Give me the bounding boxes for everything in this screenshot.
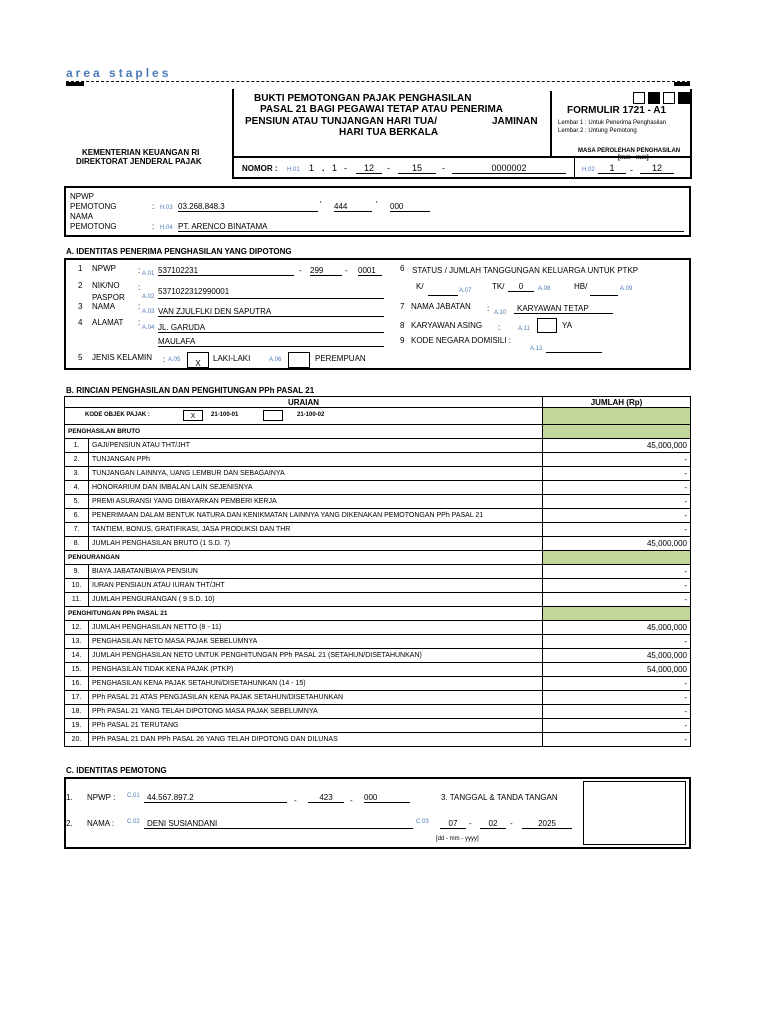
npwp-pemotong-label1: NPWP xyxy=(70,192,94,201)
section-c-title: C. IDENTITAS PEMOTONG xyxy=(66,766,167,775)
kode-objek-1: 21-100-01 xyxy=(211,412,239,418)
row-amount[interactable]: - xyxy=(543,733,691,747)
a-jk-label: JENIS KELAMIN xyxy=(92,353,153,362)
c-nama-label: NAMA : xyxy=(87,819,115,828)
form-code: FORMULIR 1721 - A1 xyxy=(567,105,667,116)
row-amount[interactable]: - xyxy=(543,593,691,607)
a-jk-male-label: LAKI-LAKI xyxy=(213,354,251,363)
c-date-dd[interactable]: 07 xyxy=(440,819,466,829)
a-k-value[interactable] xyxy=(428,282,458,296)
a-nik-no: 2 xyxy=(78,281,83,290)
row-number: 11. xyxy=(65,593,89,607)
table-row xyxy=(65,621,691,635)
a-alamat-line1[interactable]: JL. GARUDA xyxy=(158,323,384,333)
nomor-divider xyxy=(574,158,575,178)
ministry-name: KEMENTERIAN KEUANGAN RI xyxy=(82,148,200,157)
table-row xyxy=(65,523,691,537)
a-negara-no: 9 xyxy=(400,336,405,345)
section-pph-label: PENGHITUNGAN PPh PASAL 21 xyxy=(65,607,543,621)
c-npwp-part3[interactable]: 000 xyxy=(364,793,410,803)
corner-mark-right xyxy=(674,82,690,86)
row-amount[interactable]: 54,000,000 xyxy=(543,663,691,677)
a-jabatan-value[interactable]: KARYAWAN TETAP xyxy=(514,304,613,314)
a-alamat-code: A.04 xyxy=(142,325,155,331)
a-alamat-colon: : xyxy=(138,318,141,327)
a-tk-label: TK/ xyxy=(492,282,505,291)
col-uraian-header: URAIAN xyxy=(65,397,543,408)
a-jk-code-female: A.06 xyxy=(269,357,282,363)
col-jumlah-header: JUMLAH (Rp) xyxy=(543,397,691,408)
a-jk-male-checkbox[interactable]: X xyxy=(187,352,209,368)
row-amount[interactable]: - xyxy=(543,509,691,523)
row-amount[interactable]: 45,000,000 xyxy=(543,537,691,551)
sheet-1-note: Lembar 1 : Untuk Penerima Penghasilan xyxy=(558,120,667,126)
npwp-pemotong-label2: PEMOTONG xyxy=(70,202,117,211)
c-npwp-dash1: - xyxy=(294,796,297,805)
table-row xyxy=(65,593,691,607)
a-nik-value[interactable]: 5371022312990001 xyxy=(158,287,384,299)
table-row xyxy=(65,635,691,649)
a-asing-colon: : xyxy=(498,323,501,332)
row-description: PREMI ASURANSI YANG DIBAYARKAN PEMBERI KERJA xyxy=(89,495,543,509)
row-number: 19. xyxy=(65,719,89,733)
row-description: BIAYA JABATAN/BIAYA PENSIUN xyxy=(89,565,543,579)
a-npwp-part2[interactable]: 299 xyxy=(310,266,342,276)
row-description: HONORARIUM DAN IMBALAN LAIN SEJENISNYA xyxy=(89,481,543,495)
row-description: PPh PASAL 21 DAN PPh PASAL 26 YANG TELAH DIPOTONG DAN DILUNAS xyxy=(89,733,543,747)
table-row xyxy=(65,579,691,593)
row-description: PENGHASILAN KENA PAJAK SETAHUN/DISETAHUNKAN (14 - 15) xyxy=(89,677,543,691)
c-npwp-part1[interactable]: 44.567.897.2 xyxy=(144,793,287,803)
table-row xyxy=(65,663,691,677)
table-row xyxy=(65,691,691,705)
row-amount[interactable]: - xyxy=(543,481,691,495)
form-title-line4: HARI TUA BERKALA xyxy=(339,127,439,138)
a-npwp-code: A.01 xyxy=(142,271,155,277)
npwp-pemotong-code: H.03 xyxy=(160,205,173,211)
a-asing-label: KARYAWAN ASING xyxy=(411,321,483,330)
row-number: 18. xyxy=(65,705,89,719)
npwp-pemotong-sep2: ' xyxy=(376,200,378,209)
row-number: 10. xyxy=(65,579,89,593)
row-number: 12. xyxy=(65,621,89,635)
row-amount[interactable]: - xyxy=(543,495,691,509)
row-number: 20. xyxy=(65,733,89,747)
npwp-pemotong-part3[interactable]: 000 xyxy=(390,202,430,212)
a-k-code: A.07 xyxy=(459,288,472,294)
row-amount[interactable]: - xyxy=(543,705,691,719)
row-description: PENERIMAAN DALAM BENTUK NATURA DAN KENIKMATAN LAINNYA YANG DIKENAKAN PEMOTONGAN PPh PASAL 21 xyxy=(89,509,543,523)
nama-pemotong-value[interactable]: PT. ARENCO BINATAMA xyxy=(178,222,684,232)
row-number: 5. xyxy=(65,495,89,509)
nomor-label: NOMOR : xyxy=(242,164,278,173)
row-description: PENGHASILAN TIDAK KENA PAJAK (PTKP) xyxy=(89,663,543,677)
row-description: PENGHASILAN NETO MASA PAJAK SEBELUMNYA xyxy=(89,635,543,649)
table-row xyxy=(65,453,691,467)
table-row xyxy=(65,537,691,551)
c-ttd-label: 3. TANGGAL & TANDA TANGAN xyxy=(441,793,558,802)
a-jk-code-male: A.05 xyxy=(168,357,181,363)
c-date-mm[interactable]: 02 xyxy=(480,819,506,829)
c-nama-no: 2. xyxy=(66,819,73,828)
a-npwp-part3[interactable]: 0001 xyxy=(358,266,382,276)
period-from[interactable]: 1 xyxy=(598,163,626,174)
a-nama-label: NAMA xyxy=(92,302,116,311)
c-date-code: C.03 xyxy=(416,819,429,825)
table-row xyxy=(65,495,691,509)
a-jabatan-no: 7 xyxy=(400,302,405,311)
corner-mark-left xyxy=(66,82,84,86)
c-signature-box[interactable] xyxy=(583,781,686,845)
row-number: 15. xyxy=(65,663,89,677)
row-description: JUMLAH PENGURANGAN ( 9 S.D. 10) xyxy=(89,593,543,607)
row-number: 4. xyxy=(65,481,89,495)
row-number: 6. xyxy=(65,509,89,523)
a-nik-label2: PASPOR xyxy=(92,293,125,302)
c-date-format: [dd - mm - yyyy] xyxy=(436,836,479,842)
period-label: MASA PEROLEHAN PENGHASILAN xyxy=(578,148,681,154)
row-number: 7. xyxy=(65,523,89,537)
table-row xyxy=(65,467,691,481)
nama-pemotong-label2: PEMOTONG xyxy=(70,222,117,231)
a-status-no: 6 xyxy=(400,264,405,273)
c-date-dash1: - xyxy=(469,819,472,828)
row-amount[interactable]: - xyxy=(543,453,691,467)
kode-objek-checkbox-1[interactable]: X xyxy=(183,410,203,421)
nomor-part-3[interactable]: 12 xyxy=(356,163,382,174)
nomor-part-2: 1 xyxy=(332,163,338,173)
rows-pengurangan xyxy=(65,565,691,607)
row-amount[interactable]: - xyxy=(543,579,691,593)
nama-pemotong-code: H.04 xyxy=(160,225,173,231)
a-nik-colon: : xyxy=(138,283,141,292)
row-amount[interactable]: - xyxy=(543,691,691,705)
a-npwp-dash2: - xyxy=(345,266,348,275)
a-npwp-no: 1 xyxy=(78,264,83,273)
a-jabatan-colon: : xyxy=(487,304,490,313)
row-number: 1. xyxy=(65,439,89,453)
rows-pph xyxy=(65,621,691,747)
row-amount[interactable]: - xyxy=(543,719,691,733)
nomor-part-5[interactable]: 0000002 xyxy=(452,163,566,174)
section-b-title: B. RINCIAN PENGHASILAN DAN PENGHITUNGAN PPh PASAL 21 xyxy=(66,386,315,395)
form-title-line3: PENSIUN ATAU TUNJANGAN HARI TUA/ xyxy=(245,116,438,127)
nomor-part-4[interactable]: 15 xyxy=(398,163,436,174)
nama-pemotong-label1: NAMA xyxy=(70,212,94,221)
table-row xyxy=(65,705,691,719)
row-amount[interactable]: - xyxy=(543,523,691,537)
nomor-dash-3: - xyxy=(442,163,445,173)
checkbox-square-1 xyxy=(633,92,645,104)
npwp-pemotong-sep1: ' xyxy=(320,200,322,209)
row-number: 14. xyxy=(65,649,89,663)
a-npwp-dash1: - xyxy=(299,266,302,275)
nomor-dash-2: - xyxy=(387,163,390,173)
row-amount[interactable]: 45,000,000 xyxy=(543,439,691,453)
form-title-line2: PASAL 21 BAGI PEGAWAI TETAP ATAU PENERIMA xyxy=(260,104,503,115)
kode-objek-label: KODE OBJEK PAJAK : xyxy=(85,412,150,418)
npwp-pemotong-part1[interactable]: 03.268.848.3 xyxy=(178,202,318,212)
row-number: 16. xyxy=(65,677,89,691)
sheet-2-note: Lembar 2 : Untung Pemotong xyxy=(558,128,637,134)
a-asing-value: YA xyxy=(562,321,573,330)
a-alamat-no: 4 xyxy=(78,318,83,327)
a-jk-no: 5 xyxy=(78,353,83,362)
c-date-yyyy[interactable]: 2025 xyxy=(522,819,572,829)
table-row xyxy=(65,565,691,579)
a-asing-checkbox[interactable] xyxy=(537,318,557,333)
kode-objek-row xyxy=(65,408,691,425)
a-asing-code: A.11 xyxy=(518,326,530,332)
row-description: PPh PASAL 21 YANG TELAH DIPOTONG MASA PAJAK SEBELUMNYA xyxy=(89,705,543,719)
nomor-dash-1: - xyxy=(344,163,347,173)
row-description: JUMLAH PENGHASILAN NETO UNTUK PENGHITUNGAN PPh PASAL 21 (SETAHUN/DISETAHUNKAN) xyxy=(89,649,543,663)
section-pengurangan-row xyxy=(65,551,691,565)
a-jabatan-code: A.10 xyxy=(494,310,507,316)
table-row xyxy=(65,439,691,453)
a-nama-value[interactable]: VAN ZJULFLKI DEN SAPUTRA xyxy=(158,307,384,317)
table-row xyxy=(65,481,691,495)
row-amount[interactable]: 45,000,000 xyxy=(543,621,691,635)
a-nama-colon: : xyxy=(138,302,141,311)
period-dash: - xyxy=(630,165,633,175)
row-number: 17. xyxy=(65,691,89,705)
c-date-dash2: - xyxy=(510,819,513,828)
section-bruto-label: PENGHASILAN BRUTO xyxy=(65,425,543,439)
c-nama-value[interactable]: DENI SUSIANDANI xyxy=(144,819,413,829)
row-number: 8. xyxy=(65,537,89,551)
c-nama-code: C.02 xyxy=(127,819,140,825)
a-nik-code: A.02 xyxy=(142,294,155,300)
period-to[interactable]: 12 xyxy=(640,163,674,174)
period-format: [mm - mm] xyxy=(618,155,649,161)
table-row xyxy=(65,719,691,733)
a-npwp-colon: : xyxy=(138,266,141,275)
a-nama-no: 3 xyxy=(78,302,83,311)
checkbox-square-4 xyxy=(678,92,690,104)
row-description: JUMLAH PENGHASILAN NETTO (8 - 11) xyxy=(89,621,543,635)
a-status-label: STATUS / JUMLAH TANGGUNGAN KELUARGA UNTUK PTKP xyxy=(412,266,639,275)
section-a-title: A. IDENTITAS PENERIMA PENGHASILAN YANG DIPOTONG xyxy=(66,247,292,256)
form-title-line3b: JAMINAN xyxy=(492,116,538,127)
row-amount[interactable]: - xyxy=(543,635,691,649)
row-amount[interactable]: - xyxy=(543,565,691,579)
kode-objek-2: 21-100-02 xyxy=(297,412,325,418)
nama-pemotong-colon: : xyxy=(152,222,155,231)
row-number: 3. xyxy=(65,467,89,481)
a-hb-code: A.09 xyxy=(620,286,633,292)
rows-bruto xyxy=(65,439,691,551)
a-jabatan-label: NAMA JABATAN xyxy=(411,302,471,311)
header-divider-v xyxy=(550,91,552,156)
row-description: TUNJANGAN PPh xyxy=(89,453,543,467)
row-description: TANTIEM, BONUS, GRATIFIKASI, JASA PRODUKSI DAN THR xyxy=(89,523,543,537)
row-number: 13. xyxy=(65,635,89,649)
dashed-separator xyxy=(66,81,690,82)
c-npwp-part2[interactable]: 423 xyxy=(308,793,344,803)
a-k-label: K/ xyxy=(416,282,424,291)
a-negara-value[interactable] xyxy=(546,339,602,353)
a-negara-label: KODE NEGARA DOMISILI : xyxy=(411,336,512,345)
nomor-part-1: 1 xyxy=(309,163,315,173)
c-npwp-label: NPWP : xyxy=(87,793,116,802)
row-description: PPh PASAL 21 TERUTANG xyxy=(89,719,543,733)
npwp-pemotong-part2[interactable]: 444 xyxy=(334,202,372,212)
a-tk-code: A.08 xyxy=(538,286,551,292)
row-description: PPh PASAL 21 ATAS PENGJASILAN KENA PAJAK SETAHUN/DISETAHUNKAN xyxy=(89,691,543,705)
nomor-dot: . xyxy=(322,163,325,173)
row-description: TUNJANGAN LAINNYA, UANG LEMBUR DAN SEBAGAINYA xyxy=(89,467,543,481)
c-npwp-dash2: - xyxy=(350,796,353,805)
section-bruto-row xyxy=(65,425,691,439)
a-hb-value[interactable] xyxy=(590,282,618,296)
a-nama-code: A.03 xyxy=(142,309,155,315)
period-code: H.02 xyxy=(582,167,595,173)
section-pph-row xyxy=(65,607,691,621)
a-alamat-line2[interactable]: MAULAFA xyxy=(158,337,384,347)
kode-objek-checkbox-2[interactable] xyxy=(263,410,283,421)
directorate-name: DIREKTORAT JENDERAL PAJAK xyxy=(76,157,202,166)
a-jk-female-label: PEREMPUAN xyxy=(315,354,366,363)
checkbox-square-2 xyxy=(648,92,660,104)
rincian-table xyxy=(64,396,691,747)
table-row xyxy=(65,733,691,747)
table-row xyxy=(65,677,691,691)
c-npwp-no: 1. xyxy=(66,793,73,802)
row-amount[interactable]: - xyxy=(543,467,691,481)
table-row xyxy=(65,509,691,523)
a-npwp-label: NPWP xyxy=(92,264,116,273)
row-description: JUMLAH PENGHASILAN BRUTO (1 S.D. 7) xyxy=(89,537,543,551)
a-alamat-label: ALAMAT xyxy=(92,318,124,327)
section-pengurangan-label: PENGURANGAN xyxy=(65,551,543,565)
a-jk-female-checkbox[interactable] xyxy=(288,352,310,368)
table-header-row xyxy=(65,397,691,408)
a-negara-code: A.12 xyxy=(530,346,543,352)
watermark-text: area staples xyxy=(66,66,172,80)
a-npwp-part1[interactable]: 537102231 xyxy=(158,266,294,276)
row-number: 9. xyxy=(65,565,89,579)
a-nik-label1: NIK/NO xyxy=(92,281,120,290)
nomor-code: H.01 xyxy=(287,167,300,173)
row-amount[interactable]: - xyxy=(543,677,691,691)
checkbox-square-3 xyxy=(663,92,675,104)
kode-objek-amount xyxy=(543,408,691,425)
row-description: GAJI/PENSIUN ATAU THT/JHT xyxy=(89,439,543,453)
table-row xyxy=(65,649,691,663)
a-asing-no: 8 xyxy=(400,321,405,330)
a-tk-value[interactable]: 0 xyxy=(508,282,534,292)
a-jk-colon: : xyxy=(163,355,166,364)
row-number: 2. xyxy=(65,453,89,467)
npwp-pemotong-colon: : xyxy=(152,202,155,211)
row-amount[interactable]: 45,000,000 xyxy=(543,649,691,663)
row-description: IURAN PENSIAUN ATAU IURAN THT/JHT xyxy=(89,579,543,593)
c-npwp-code: C.01 xyxy=(127,793,140,799)
form-title-line1: BUKTI PEMOTONGAN PAJAK PENGHASILAN xyxy=(254,93,472,104)
a-hb-label: HB/ xyxy=(574,282,588,291)
